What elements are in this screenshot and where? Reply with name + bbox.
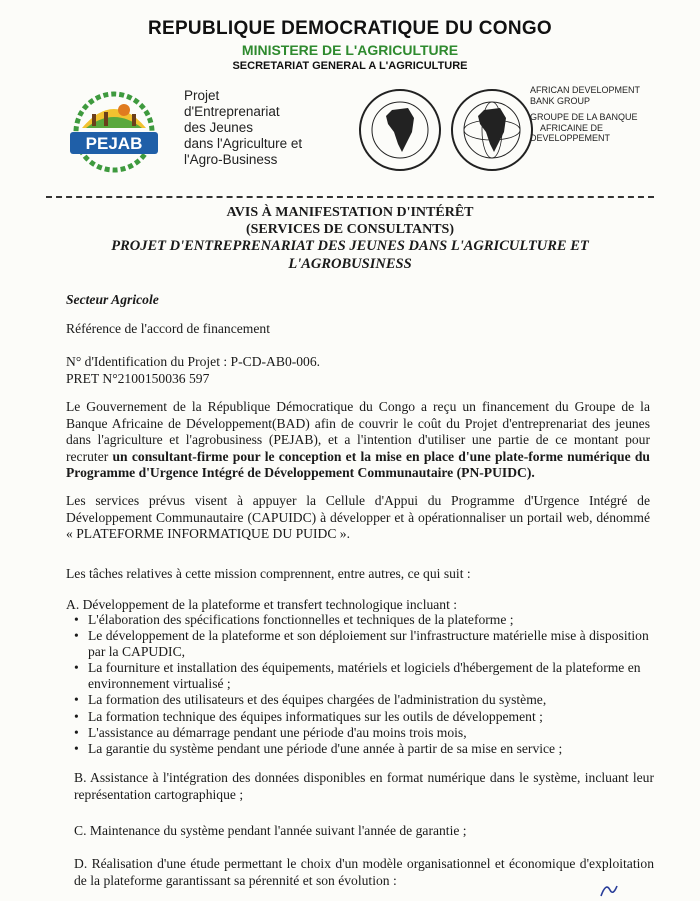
project-title: PROJET D'ENTREPRENARIAT DES JEUNES DANS L'AGRICULTURE ET xyxy=(111,238,589,254)
section-d: D. Réalisation d'une étude permettant le choix d'un modèle organisationnel et économique d'exploitation de la plateforme garantissant sa pérennité et son évolution : xyxy=(74,856,654,888)
country-heading: REPUBLIQUE DEMOCRATIQUE DU CONGO xyxy=(147,18,553,39)
pejab-line: des Jeunes xyxy=(184,120,254,135)
pejab-logo-text: PEJAB xyxy=(85,134,143,153)
pejab-line: Projet xyxy=(184,88,220,103)
afdb-line: AFRICAINE DE xyxy=(540,122,604,133)
section-c: C. Maintenance du système pendant l'année suivant l'année de garantie ; xyxy=(74,823,467,838)
afdf-seal-icon xyxy=(450,88,534,172)
list-item: • La formation des utilisateurs et des équipes chargées de l'administration du système, xyxy=(74,692,654,708)
afdb-name-english xyxy=(530,85,640,106)
financing-reference: Référence de l'accord de financement xyxy=(66,321,270,336)
notice-title: AVIS À MANIFESTATION D'INTÉRÊT xyxy=(226,205,474,220)
section-a: A. Développement de la plateforme et transfert technologique incluant : xyxy=(66,597,458,612)
secretariat-heading: SECRETARIAT GENERAL A L'AGRICULTURE xyxy=(232,60,468,72)
list-item: • La garantie du système pendant une période d'une année à partir de sa mise en service ; xyxy=(74,741,654,757)
afdb-line: DEVELOPPEMENT xyxy=(530,133,611,143)
project-title-cont: L'AGROBUSINESS xyxy=(288,256,412,272)
afdb-seal-icon xyxy=(358,88,442,172)
section-b: B. Assistance à l'intégration des données disponibles en format numérique dans le système, incluant leur représentation cartographique ; xyxy=(74,770,654,802)
list-item: • Le développement de la plateforme et son déploiement sur l'infrastructure matérielle mise à disposition par la CAPUDIC, xyxy=(74,628,654,660)
pejab-line: d'Entreprenariat xyxy=(184,104,280,119)
header-divider xyxy=(46,196,654,198)
sector-label: Secteur Agricole xyxy=(66,292,159,307)
intro-text: Le Gouvernement de la République Démocratique du Congo a reçu un financement du Groupe de la Banque Africaine de Développement(BAD) afin de couvrir le coût du Projet d'entreprenariat des jeunes dans l'agriculture et l'agrobusiness (PEJAB), et a l'intention d'utiliser une partie de ce montant pour recruter xyxy=(66,399,650,464)
section-a-list xyxy=(74,612,654,757)
list-item: • La formation technique des équipes informatiques sur les outils de développement ; xyxy=(74,709,654,725)
services-paragraph: Les services prévus visent à appuyer la Cellule d'Appui du Programme d'Urgence Intégré de Développement Communautaire (CAPUIDC) à développer et à opérationnaliser un portail web, dénommé « PLATEFORME INFORMATIQUE DU PUIDC ». xyxy=(66,493,650,542)
pejab-project-name xyxy=(184,88,302,168)
intro-paragraph xyxy=(66,399,650,482)
ministry-heading: MINISTERE DE L'AGRICULTURE xyxy=(241,42,459,58)
signature-initial xyxy=(598,880,620,900)
pejab-line: dans l'Agriculture et xyxy=(184,136,303,151)
intro-bold-text: un consultant-firme pour le conception et la mise en place d'une plate-forme numérique du Programme d'Urgence Intégré de Développement Communautaire (PN-PUIDC). xyxy=(66,448,650,481)
afdb-line: AFRICAN DEVELOPMENT xyxy=(530,85,641,95)
list-item: • L'élaboration des spécifications fonctionnelles et techniques de la plateforme ; xyxy=(74,612,654,628)
notice-subtitle: (SERVICES DE CONSULTANTS) xyxy=(245,222,454,237)
list-item: • La fourniture et installation des équipements, matériels et logiciels d'hébergement de la plateforme en environnement virtualisé ; xyxy=(74,660,654,692)
project-id: N° d'Identification du Projet : P-CD-AB0-006. xyxy=(66,354,321,369)
afdb-line: GROUPE DE LA BANQUE xyxy=(530,112,638,122)
afdb-line: BANK GROUP xyxy=(530,95,591,106)
loan-number: PRET N°2100150036 597 xyxy=(66,371,210,386)
list-item: • L'assistance au démarrage pendant une période d'au moins trois mois, xyxy=(74,725,654,741)
pejab-line: l'Agro-Business xyxy=(184,152,278,167)
tasks-intro: Les tâches relatives à cette mission comprennent, entre autres, ce qui suit : xyxy=(66,566,471,581)
pejab-logo xyxy=(64,84,174,180)
afdb-name-french xyxy=(530,112,638,144)
